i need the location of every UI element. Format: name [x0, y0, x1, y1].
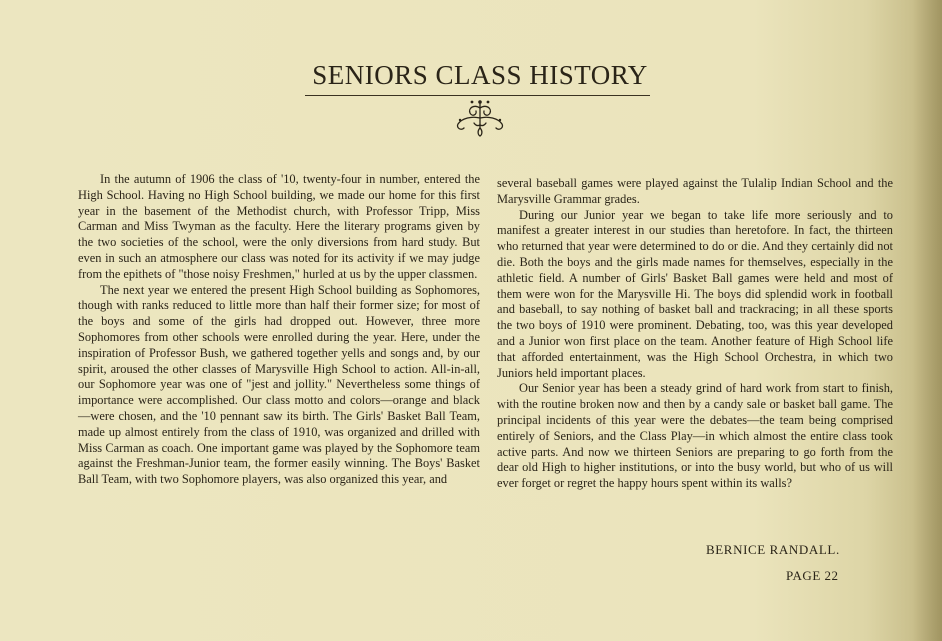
page-edge-shadow [912, 0, 942, 641]
author-signature: BERNICE RANDALL. [706, 542, 840, 557]
left-text-column [78, 172, 480, 488]
page-number: PAGE 22 [786, 568, 839, 583]
paragraph-freshman-year: In the autumn of 1906 the class of '10, twenty-four in number, entered the High School. Having no High School building, we made our home for this first year in the basement of the Methodist church, with Professor Tripp, Miss Carman and Miss Twyman as the faculty. Here the literary programs given by the two societies of the school, were the only diversions from hard study. But even in such an atmosphere our class was noted for its activity if we may judge from the epithets of "those noisy Freshmen," hurled at us by the upper classmen. [78, 172, 480, 281]
right-text-column [497, 176, 893, 492]
page-title: SENIORS CLASS HISTORY [312, 60, 648, 90]
paragraph-junior-year: During our Junior year we began to take life more seriously and to manifest a greater interest in our studies than heretofore. In fact, the thirteen who returned that year were determined to do or die. And they certainly did not die. Both the boys and the girls made names for themselves, especially in the athletic field. A number of Girls' Basket Ball games were held and most of them were won for the Marysville Hi. The boys did splendid work in football and baseball, to say nothing of basket ball and trackracing; in all these sports the two boys of 1910 were prominent. Debating, too, was this year developed and a Junior won first place on the team. Another feature of High School life that afforded entertainment, was the High School Orchestra, in which two Juniors held important places. [497, 207, 893, 380]
fleur-ornament-icon [452, 98, 508, 138]
paragraph-senior-year: Our Senior year has been a steady grind of hard work from start to finish, with the routine broken now and then by a candy sale or basket ball game. The principal incidents of this year were the debates—the team being comprised entirely of Seniors, and the Class Play—in which almost the entire class took active parts. And now we thirteen Seniors are preparing to go forth from the dear old High to higher institutions, or into the busy world, but who of us will ever forget or regret the happy hours spent within its walls? [497, 381, 893, 491]
paragraph-continuation: several baseball games were played against the Tulalip Indian School and the Marysville Grammar grades. [497, 176, 893, 206]
title-underline [305, 95, 650, 96]
paragraph-sophomore-year: The next year we entered the present High School building as Sophomores, though with ranks reduced to little more than half their former size; for most of the boys and some of the girls had dropped out. However, three more Sophomores from other schools were enrolled during the year. Here, under the inspiration of Professor Bush, we gathered together yells and songs and, by our spirit, aroused the other classes of Marysville High School to action. All-in-all, our Sophomore year was one of "jest and jollity." Nevertheless some things of importance were accomplished. Our class motto and colors—orange and black—were chosen, and the '10 pennant saw its birth. The Girls' Basket Ball Team, made up almost entirely from the class of 1910, was organized and drilled with Miss Carman as coach. One important game was played by the Sophomore team against the Freshman-Junior team, the former easily winning. The Boys' Basket Ball Team, with two Sophomore players, was also organized this year, and [78, 282, 480, 487]
